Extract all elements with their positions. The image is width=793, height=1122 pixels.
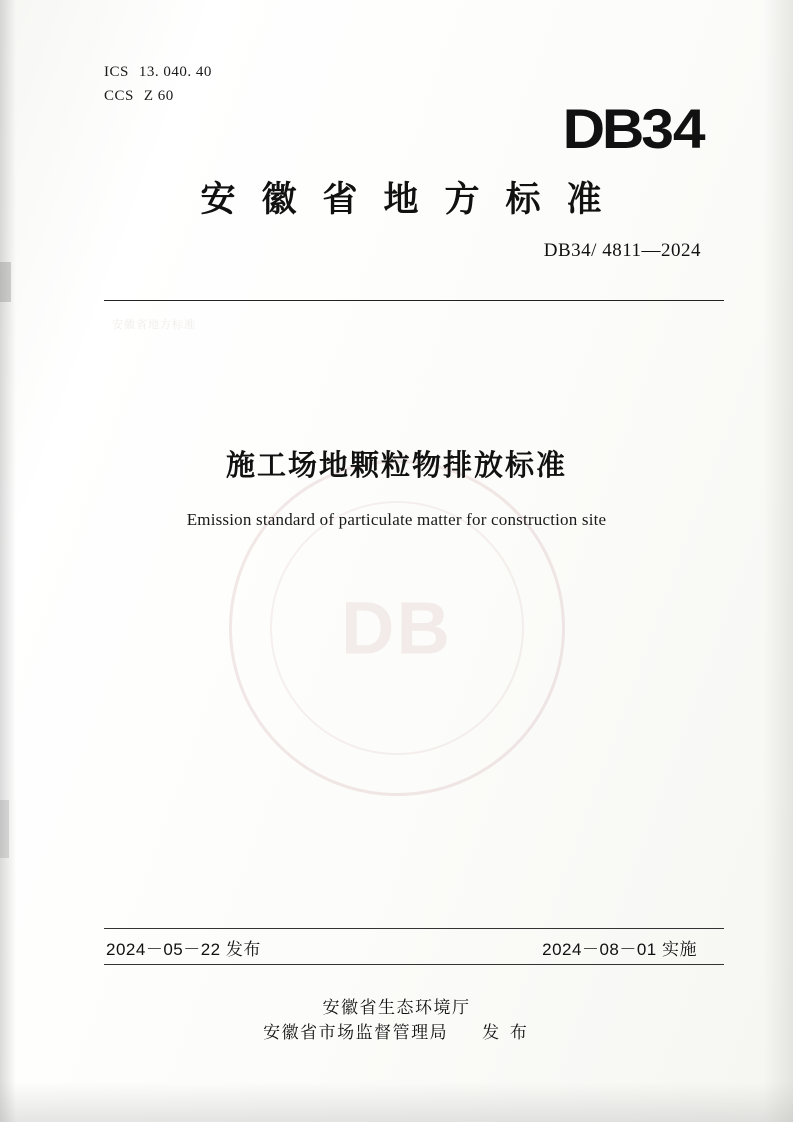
footer-divider-bottom <box>104 964 724 965</box>
db-logo <box>562 96 704 161</box>
scan-edge-shadow-left <box>0 0 16 1122</box>
scan-artifact-mark <box>0 800 9 858</box>
standard-number: DB34/ 4811—2024 <box>543 240 701 261</box>
scan-edge-shadow-right <box>763 0 793 1122</box>
ics-value: 13. 040. 40 <box>138 64 212 80</box>
document-title-english: Emission standard of particulate matter for construction site <box>186 510 607 529</box>
header-divider <box>104 300 724 301</box>
document-title-chinese: 施工场地颗粒物排放标准 <box>225 450 567 482</box>
ccs-value: Z 60 <box>143 88 174 104</box>
ccs-label: CCS <box>104 88 134 104</box>
footer-divider-top <box>104 928 724 929</box>
publisher-block <box>0 995 793 1045</box>
series-title: 安徽省地方标准 <box>200 180 628 219</box>
db-logo-prefix: DB <box>562 97 642 160</box>
db-logo-number: 34 <box>641 97 705 160</box>
ics-label: ICS <box>104 64 129 80</box>
scan-artifact-mark <box>0 262 11 302</box>
ccs-code-line <box>104 84 212 108</box>
effective-date: 2024－08－01 实施 <box>542 940 697 959</box>
classification-codes <box>104 60 212 108</box>
watermark-seal-text: DB <box>341 586 452 670</box>
release-label: 发 布 <box>482 1023 530 1042</box>
watermark-note: 安徽省地方标准 <box>112 319 196 331</box>
publisher-secondary: 安徽省市场监督管理局 <box>263 1023 449 1042</box>
ics-code-line <box>104 60 212 84</box>
publisher-primary: 安徽省生态环境厅 <box>322 998 471 1017</box>
scan-edge-shadow-bottom <box>0 1082 793 1122</box>
issue-date: 2024－05－22 发布 <box>106 940 261 959</box>
publisher-secondary-row <box>0 1020 793 1045</box>
